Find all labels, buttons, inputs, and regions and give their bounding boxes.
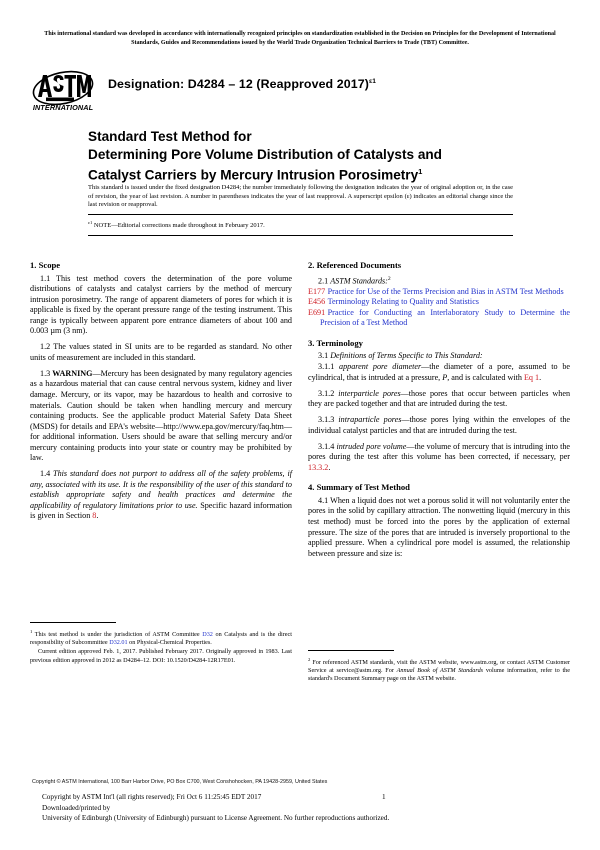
paragraph-1-3 [30,369,292,464]
issue-statement-block [88,184,513,236]
footnote-right [308,650,570,684]
right-column [308,260,570,559]
reference-item-e691[interactable] [308,308,570,329]
paragraph-3-1-1-number: 3.1.1 [318,362,335,371]
paragraph-3-1-4 [308,442,570,474]
title-footnote-marker: 1 [418,167,423,177]
term-apparent-pore-diameter: apparent pore diameter [339,362,422,371]
page-number: 1 [382,793,386,801]
paragraph-3-1-1-text-a: —the diameter of a pore, assumed to be cylindrical, that is intruded at a pressure, [308,362,570,382]
link-eq-1[interactable]: Eq 1 [523,372,540,382]
designation-value: Designation: D4284 – 12 (Reapproved 2017) [108,77,369,91]
title-line-1: Standard Test Method for [88,129,252,144]
paragraph-3-1-3-text: —those pores lying within the envelopes of the individual catalyst particles and that are intruded during the test. [308,415,571,435]
footnote-2-marker: 2 [308,657,311,662]
title-line-3 [88,163,558,184]
paragraph-4-1: 4.1 When a liquid does not wet a porous solid it will not voluntarily enter the pores in the solid by capillary attraction. The nonwetting liquid (mercury in this test method) must be forced into the pores by the application of external pressure. The size of the pores that are intruded is inversely proportional to the applied pressure. When a cylindrical pore model is assumed, the relationship between pressure and size is: [308,495,570,558]
paragraph-2-1-number: 2.1 [318,276,329,286]
paragraph-1-2: 1.2 The values stated in SI units are to be regarded as standard. No other units of measurement are included in this standard. [30,342,292,362]
footnote-1-text-a: This test method is under the jurisdiction of ASTM Committee [34,631,200,639]
license-line-2: Downloaded/printed by [42,803,111,812]
footnote-1-text-c: on Physical-Chemical Properties. [129,639,212,647]
license-line-1-row [42,792,562,803]
heading-summary-of-test-method: 4. Summary of Test Method [308,482,410,493]
title-line-3-text: Catalyst Carriers by Mercury Intrusion Porosimetry [88,167,419,183]
definitions-label: Definitions of Terms Specific to This Standard: [330,351,483,361]
designation-row [30,69,570,115]
title-line-2: Determining Pore Volume Distribution of Catalysts and [88,146,442,162]
issue-divider-top [88,214,513,215]
reference-item-e177[interactable] [308,287,570,298]
paragraph-3-1 [308,351,570,362]
link-d32-01[interactable]: D32.01 [109,639,128,647]
epsilon-note-marker: ε1 [88,220,93,226]
footnote-2-text-a: For referenced ASTM standards, visit the ASTM website, www.astm.org, or contact ASTM Customer Service at service@astm.org. For [308,659,571,675]
footnote-1-marker: 1 [30,629,33,634]
reference-item-e456[interactable] [308,297,570,308]
epsilon-note-text: NOTE—Editorial corrections made throughout in February 2017. [93,222,265,230]
warning-label: WARNING [52,368,93,378]
link-13-3-2[interactable]: 13.3.2 [308,462,329,472]
link-section-8[interactable]: 8 [92,511,97,521]
heading-terminology: 3. Terminology [308,337,363,348]
paragraph-3-1-1-end: . [539,372,542,382]
variable-p: P [442,372,448,382]
paragraph-1-4 [30,469,292,522]
astm-standards-label: ASTM Standards: [330,276,388,286]
footnote-right-divider [308,650,394,651]
designation-label [108,77,376,91]
license-block [42,792,562,824]
designation-superscript: ε1 [368,77,376,85]
heading-scope: 1. Scope [30,260,61,270]
paragraph-3-1-1-text-b: , and is calculated with [447,372,522,382]
paragraph-3-1-2 [308,389,570,410]
footnote-left [30,622,292,665]
link-d32[interactable]: D32 [202,631,213,639]
paragraph-3-1-4-text: —the volume of mercury that is intruding into the pores during the test after this volume has been corrected, if necessary, per [308,441,571,462]
paragraph-1-4-end: . [96,511,99,521]
footnote-2-italic: Annual Book of ASTM Standards [396,667,484,675]
paragraph-1-3-text: —Mercury has been designated by many regulatory agencies as a hazardous material that can cause central nervous system, kidney and liver damage. Mercury, or its vapor, may be hazardous to health and corrosive to materials. Caution should be taken when handling mercury and mercury containing products. See the applicable product Material Safety Data Sheet (MSDS) for details and EPA's website—http://www.epa.gov/mercury/faq.htm—for additional information. Users should be aware that selling mercury and/or mercury containing products into your state or country may be prohibited by law. [30,368,293,463]
astm-standards-footnote-marker: 2 [387,275,391,282]
issue-statement-text: This standard is issued under the fixed designation D4284; the number immediately following the designation indicates the year of original adoption or, in the case of revision, the year of last revision. A number in parentheses indicates the year of last reapproval. A superscript epsilon (ε) indicates an editorial change since the last revision or reapproval. [88,184,513,209]
term-intruded-pore-volume: intruded pore volume [336,441,407,451]
document-title [88,128,558,184]
paragraph-3-1-2-text: —those pores that occur between particles when they are packed together and that are intruded during the test. [308,388,571,409]
footnote-1-text [30,628,292,647]
reference-title-e177[interactable]: Practice for Use of the Terms Precision and Bias in ASTM Test Methods [327,286,564,296]
paragraph-3-1-2-number: 3.1.2 [318,388,335,398]
svg-text:INTERNATIONAL: INTERNATIONAL [32,103,94,113]
paragraph-3-1-4-end: . [328,462,331,472]
reference-title-e456[interactable]: Terminology Relating to Quality and Statistics [327,297,479,307]
paragraph-3-1-4-number: 3.1.4 [318,441,335,451]
issue-divider-bottom [88,235,513,236]
copyright-notice: Copyright © ASTM International, 100 Barr Harbor Drive, PO Box C700, West Conshohocken, PA 19428-2959, United States [32,779,328,785]
paragraph-1-1: 1.1 This test method covers the determination of the pore volume distributions of catalysts and catalyst carriers by the method of mercury intrusion porosimetry. The range of apparent diameters of pores for which it is applicable is fixed by the operant pressure range of the testing instrument. This range is typically between apparent pore entrance diameters of about 100 and 0.003 µm (3 nm). [30,273,292,336]
footnote-2-text [308,656,570,684]
footnote-2-text-b: volume information, refer to the standard's Document Summary page on the ASTM website. [308,667,571,683]
paragraph-1-4-tail: Specific hazard information is given in Section [30,500,292,521]
paragraph-1-4-number: 1.4 [40,469,51,479]
term-intraparticle-pores: intraparticle pores [338,415,402,425]
paragraph-3-1-number: 3.1 [318,351,329,361]
reference-title-e691[interactable]: Practice for Conducting an Interlaboratory Study to Determine the Precision of a Test Method [320,307,570,328]
wto-statement: This international standard was developed in accordance with internationally recognized principles on standardization established in the Decision on Principles for the Development of International Standards, Guides and Recommendations issued by the World Trade Organization Technical Barriers to Trade (TBT) Committee. [44,31,556,47]
reference-number-e691[interactable]: E691 [308,307,326,317]
term-interparticle-pores: interparticle pores [338,388,401,398]
footnote-current-edition: Current edition approved Feb. 1, 2017. Published February 2017. Originally approved in 1983. Last previous edition approved in 2012 as D4284–12. DOI: 10.1520/D4284-12R17E01. [30,648,292,664]
reference-number-e177[interactable]: E177 [308,286,326,296]
license-line-3: University of Edinburgh (University of Edinburgh) pursuant to License Agreement. No further reproductions authorized. [42,814,390,823]
paragraph-1-3-number: 1.3 [40,368,51,378]
left-column [30,260,292,522]
paragraph-3-1-3-number: 3.1.3 [318,415,335,425]
footnote-left-divider [30,622,116,623]
astm-logo-icon [30,69,96,113]
paragraph-3-1-1 [308,362,570,383]
paragraph-3-1-3 [308,415,570,436]
footnote-1-text-b: on Catalysts and is the direct responsibility of Subcommittee [30,631,293,647]
paragraph-2-1 [308,274,570,287]
paragraph-1-4-italic: This standard does not purport to address all of the safety problems, if any, associated with its use. It is the responsibility of the user of this standard to establish appropriate safety and health practices and determine the applicability of regulatory limitations prior to use. [30,469,292,510]
heading-referenced-documents: 2. Referenced Documents [308,260,402,270]
license-line-1: Copyright by ASTM Int'l (all rights reserved); Fri Oct 6 11:25:45 EDT 2017 [42,793,262,801]
epsilon-note [88,219,513,231]
reference-number-e456[interactable]: E456 [308,297,326,307]
